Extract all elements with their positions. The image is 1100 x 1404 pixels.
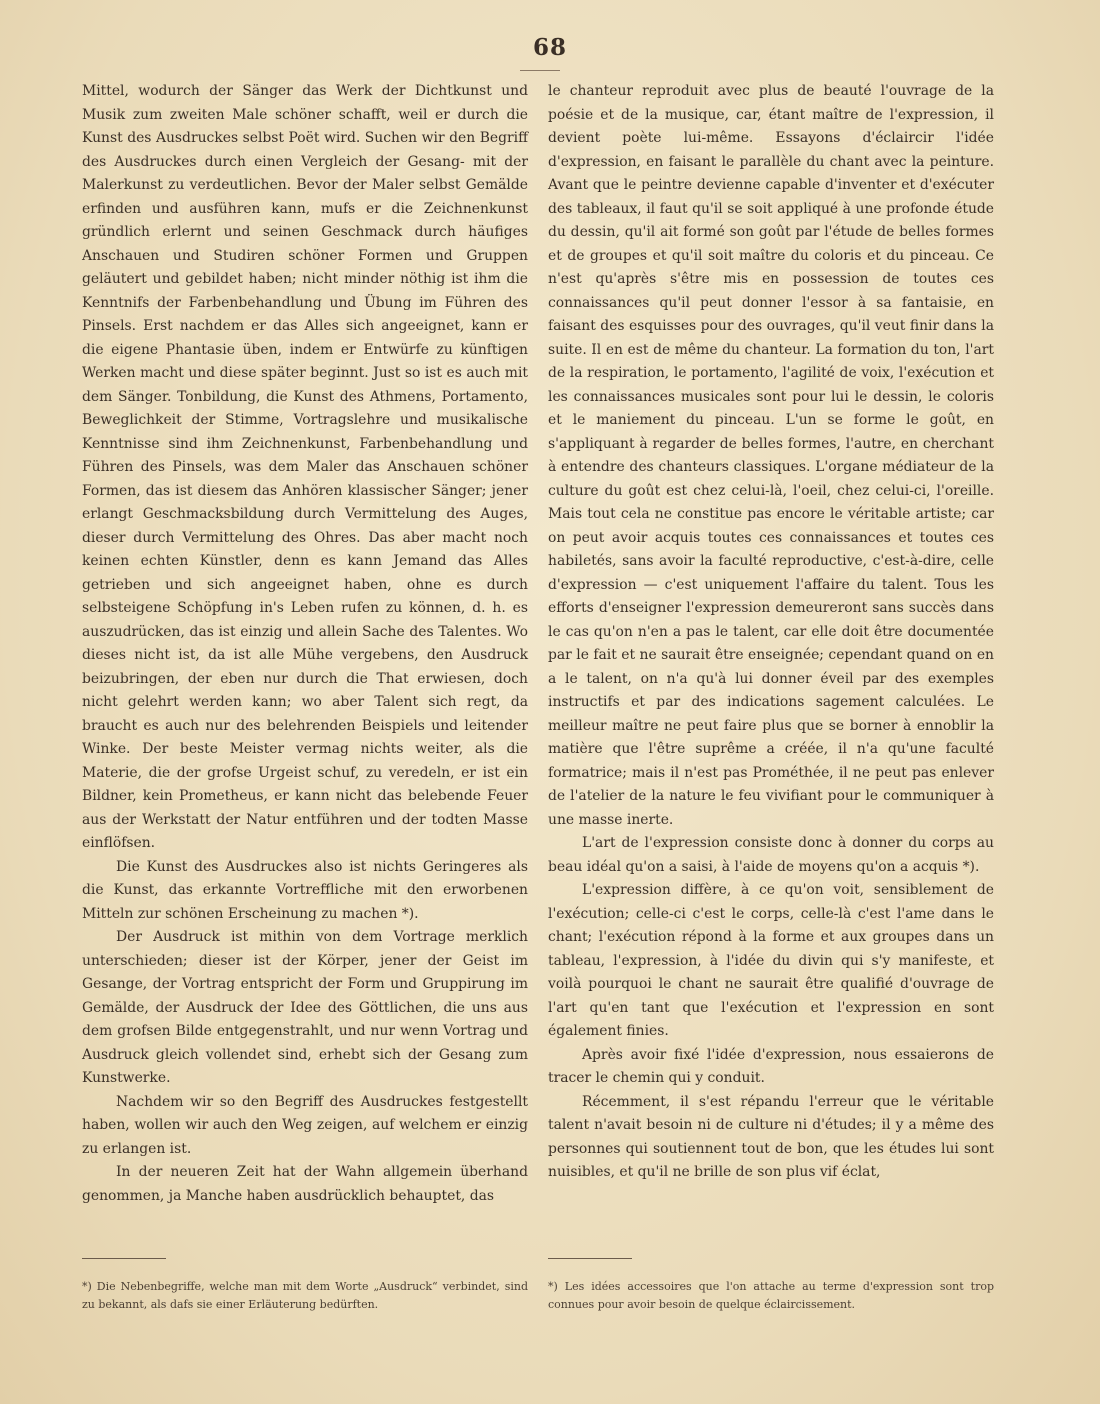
footnote-divider [548, 1258, 632, 1259]
german-column [82, 80, 528, 1208]
paragraph: L'expression diffère, à ce qu'on voit, sensiblement de l'exécution; celle-ci c'est le corps, celle-là c'est l'ame dans le chant; l'exécution répond à la forme et aux groupes dans un tableau, l'expression, à l'idée du divin qui s'y manifeste, et voilà pourquoi le chant ne saurait être qualifié d'ouvrage de l'art qu'en tant que l'exécution et l'expression en sont également finies. [548, 882, 994, 1039]
paragraph: Nachdem wir so den Begriff des Ausdruckes festgestellt haben, wollen wir auch den Weg zeigen, auf welchem er einzig zu erlangen ist. [82, 1093, 528, 1157]
paragraph: Mittel, wodurch der Sänger das Werk der Dichtkunst und Musik zum zweiten Male schöner schafft, weil er durch die Kunst des Ausdruckes selbst Poët wird. Suchen wir den Begriff des Ausdruckes durch einen Vergleich der Gesang- mit der Malerkunst zu verdeutlichen. Bevor der Maler selbst Gemälde erfinden und ausführen kann, mufs er die Zeichnenkunst gründlich erlernt und seinen Geschmack durch häufiges Anschauen und Studiren schöner Formen und Gruppen geläutert und gebildet haben; nicht minder nöthig ist ihm die Kenntnifs der Farbenbehandlung und Übung im Führen des Pinsels. Erst nachdem er das Alles sich angeeignet, kann er die eigene Phantasie üben, indem er Entwürfe zu künftigen Werken macht und diese später beginnt. Just so ist es auch mit dem Sänger. Tonbildung, die Kunst des Athmens, Portamento, Beweglichkeit der Stimme, Vortragslehre und musikalische Kenntnisse sind ihm Zeichnenkunst, Farbenbehandlung und Führen des Pinsels, was dem Maler das Anschauen schöner Formen, das ist diesem das Anhören klassischer Sänger; jener erlangt Geschmacksbildung durch Vermittelung des Auges, dieser durch Vermittelung des Ohres. Das aber macht noch keinen echten Künstler, denn es kann Jemand das Alles getrieben und sich angeeignet haben, ohne es durch selbsteigene Schöpfung in's Leben rufen zu können, d. h. es auszudrücken, das ist einzig und allein Sache des Talentes. Wo dieses nicht ist, da ist alle Mühe vergebens, den Ausdruck beizubringen, der eben nur durch die That erwiesen, doch nicht gelehrt werden kann; wo aber Talent sich regt, da braucht es auch nur des belehrenden Beispiels und leitender Winke. Der beste Meister vermag nichts weiter, als die Materie, die der grofse Urgeist schuf, zu veredeln, er ist ein Bildner, kein Prometheus, er kann nicht das belebende Feuer aus der Werkstatt der Natur entführen und der todten Masse einflöfsen. [82, 83, 528, 851]
paragraph: Der Ausdruck ist mithin von dem Vortrage merklich unterschieden; dieser ist der Körper, jener der Geist im Gesange, der Vortrag entspricht der Form und Gruppirung im Gemälde, der Ausdruck der Idee des Göttlichen, die uns aus dem grofsen Bilde entgegenstrahlt, und nur wenn Vortrag und Ausdruck gleich vollendet sind, erhebt sich der Gesang zum Kunstwerke. [82, 929, 528, 1086]
french-column [548, 80, 994, 1185]
footnote-german: *) Die Nebenbegriffe, welche man mit dem Worte „Ausdruck“ verbindet, sind zu bekannt, als dafs sie einer Erläuterung bedürften. [82, 1280, 528, 1311]
paragraph: Récemment, il s'est répandu l'erreur que le véritable talent n'avait besoin ni de culture ni d'études; il y a même des personnes qui soutiennent tout de bon, que les études lui sont nuisibles, et qu'il ne brille de son plus vif éclat, [548, 1093, 994, 1180]
footnote-divider [82, 1258, 166, 1259]
paragraph: le chanteur reproduit avec plus de beauté l'ouvrage de la poésie et de la musique, car, étant maître de l'expression, il devient poète lui-même. Essayons d'éclaircir l'idée d'expression, en faisant le parallèle du chant avec la peinture. Avant que le peintre devienne capable d'inventer et d'exécuter des tableaux, il faut qu'il se soit appliqué à une profonde étude du dessin, qu'il ait formé son goût par l'étude de belles formes et de groupes et qu'il soit maître du coloris et du pinceau. Ce n'est qu'après s'être mis en possession de toutes ces connaissances qu'il peut donner l'essor à sa fantaisie, en faisant des esquisses pour des ouvrages, qu'il veut finir dans la suite. Il en est de même du chanteur. La formation du ton, l'art de la respiration, le portamento, l'agilité de voix, l'exécution et les connaissances musicales sont pour lui le dessin, le coloris et le maniement du pinceau. L'un se forme le goût, en s'appliquant à regarder de belles formes, l'autre, en cherchant à entendre des chanteurs classiques. L'organe médiateur de la culture du goût est chez celui-là, l'oeil, chez celui-ci, l'oreille. Mais tout cela ne constitue pas encore le véritable artiste; car on peut avoir acquis toutes ces connaissances et toutes ces habiletés, sans avoir la faculté reproductive, c'est-à-dire, celle d'expression — c'est uniquement l'affaire du talent. Tous les efforts d'enseigner l'expression demeureront sans succès dans le cas qu'on n'en a pas le talent, car elle doit être documentée par le fait et ne saurait être enseignée; cependant quand on en a le talent, on n'a qu'à lui donner éveil par des exemples instructifs et par des indications sagement calculées. Le meilleur maître ne peut faire plus que se borner à ennoblir la matière que l'être suprême a créée, il n'a qu'une faculté formatrice; mais il n'est pas Prométhée, il ne peut pas enlever de l'atelier de la nature le feu vivifiant pour le communiquer à une masse inerte. [548, 83, 994, 828]
paragraph: L'art de l'expression consiste donc à donner du corps au beau idéal qu'on a saisi, à l'aide de moyens qu'on a acquis *). [548, 835, 994, 875]
paragraph: Après avoir fixé l'idée d'expression, nous essaierons de tracer le chemin qui y conduit. [548, 1046, 994, 1086]
footnote-french: *) Les idées accessoires que l'on attache au terme d'expression sont trop connues pour avoir besoin de quelque éclaircissement. [548, 1280, 994, 1311]
header-divider [520, 70, 560, 71]
paragraph: Die Kunst des Ausdruckes also ist nichts Geringeres als die Kunst, das erkannte Vortreffliche mit den erworbenen Mitteln zur schönen Erscheinung zu machen *). [82, 858, 528, 922]
page-number: 68 [532, 34, 567, 61]
paragraph: In der neueren Zeit hat der Wahn allgemein überhand genommen, ja Manche haben ausdrücklich behauptet, das [82, 1164, 528, 1204]
